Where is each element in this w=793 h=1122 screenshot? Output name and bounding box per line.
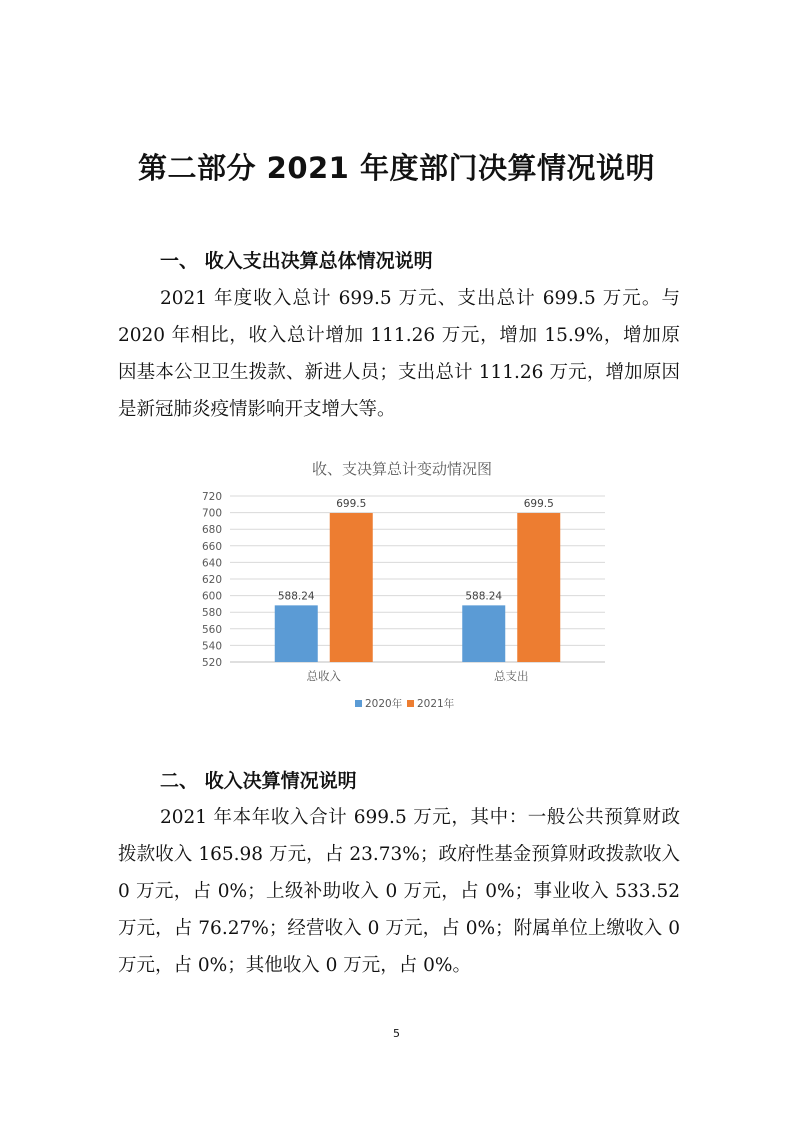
- bar-y2021-expense: [517, 513, 560, 662]
- y-tick-label: 520: [201, 657, 222, 669]
- bar-y2020-income: [275, 605, 318, 662]
- y-tick-label: 640: [201, 557, 222, 570]
- legend-swatch: [407, 700, 414, 707]
- y-tick-label: 600: [201, 590, 222, 603]
- y-tick-label: 620: [201, 574, 222, 586]
- chart-title: 收、支决算总计变动情况图: [311, 460, 493, 478]
- category-label: 总支出: [494, 669, 529, 683]
- y-tick-label: 540: [201, 640, 222, 653]
- page-number: 5: [393, 1027, 400, 1040]
- section-paragraph-2: [118, 799, 680, 984]
- data-label: 699.5: [523, 498, 554, 511]
- y-tick-label: 680: [201, 524, 222, 537]
- data-label: 699.5: [336, 498, 367, 511]
- y-tick-label: 720: [201, 491, 222, 503]
- category-label: 总收入: [306, 669, 341, 683]
- y-tick-label: 700: [201, 507, 222, 520]
- y-tick-label: 580: [201, 607, 222, 620]
- section-heading-2: 二、 收入决算情况说明: [160, 770, 357, 792]
- legend-swatch: [355, 700, 362, 707]
- legend-label: 2021年: [417, 698, 455, 710]
- data-label: 588.24: [277, 590, 315, 603]
- data-label: 588.24: [465, 590, 503, 603]
- section-paragraph-1-text: 2021 年度收入总计 699.5 万元、支出总计 699.5 万元。与 2020 年相比，收入总计增加 111.26 万元，增加 15.9%，增加原因基本公卫卫生拨款、新进人员；支出总计 111.26 万元，增加原因是新冠肺炎疫情影响开支增大等。: [118, 288, 680, 420]
- page-title: 第二部分 2021 年度部门决算情况说明: [138, 151, 655, 185]
- revenue-expense-chart: [195, 452, 610, 722]
- bar-y2020-expense: [462, 605, 505, 662]
- section-heading-1: 一、 收入支出决算总体情况说明: [160, 250, 433, 272]
- section-paragraph-1: [118, 280, 680, 428]
- legend-label: 2020年: [365, 698, 403, 710]
- y-tick-label: 660: [201, 540, 222, 553]
- y-tick-label: 560: [201, 623, 222, 636]
- section-paragraph-2-text: 2021 年本年收入合计 699.5 万元，其中：一般公共预算财政拨款收入 165.98 万元，占 23.73%；政府性基金预算财政拨款收入 0 万元，占 0%；上级补助收入 0 万元，占 0%；事业收入 533.52 万元，占 76.27%；经营收入 0 万元，占 0%；附属单位上缴收入 0 万元，占 0%；其他收入 0 万元，占 0%。: [118, 807, 680, 976]
- bar-y2021-income: [330, 513, 373, 662]
